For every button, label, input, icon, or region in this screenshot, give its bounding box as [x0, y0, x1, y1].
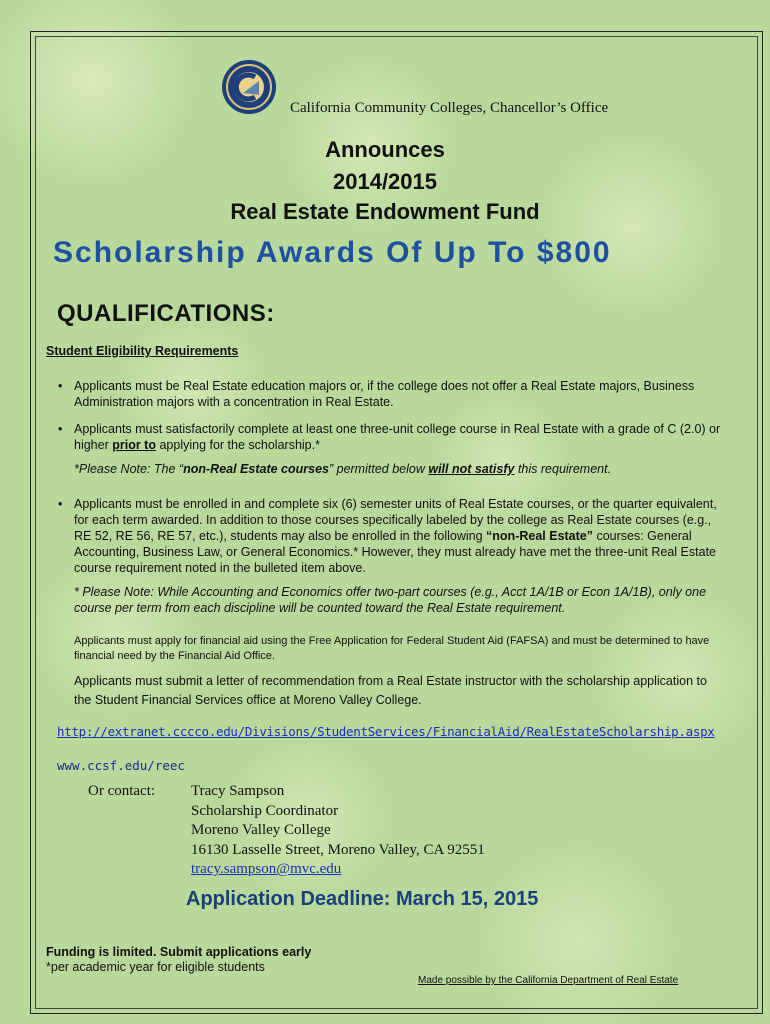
bullet-dot-icon: •	[58, 422, 63, 436]
scholarship-url-link[interactable]: http://extranet.cccco.edu/Divisions/StudentServices/FinancialAid/RealEstateScholarship.aspx	[57, 724, 715, 739]
organization-name: California Community Colleges, Chancellor’s Office	[290, 100, 609, 116]
reec-website: www.ccsf.edu/reec	[57, 758, 185, 773]
contact-name: Tracy Sampson	[191, 783, 285, 799]
contact-email-link[interactable]: tracy.sampson@mvc.edu	[191, 861, 342, 877]
bullet-emphasis: “non-Real Estate”	[486, 529, 593, 543]
funding-notice: Funding is limited. Submit applications early	[46, 945, 312, 959]
bullet-emphasis: prior to	[112, 438, 156, 452]
year-heading: 2014/2015	[333, 169, 437, 194]
bullet-dot-icon: •	[58, 379, 63, 393]
california-community-colleges-seal-icon	[222, 60, 276, 114]
contact-title: Scholarship Coordinator	[191, 803, 339, 819]
letter-requirement: Applicants must submit a letter of recommendation from a Real Estate instructor with the scholarship application to the Student Financial Services office at Moreno Valley College.	[74, 674, 707, 707]
per-year-notice: *per academic year for eligible students	[46, 960, 265, 974]
note-non-real-estate	[74, 461, 724, 477]
announces-heading: Announces	[325, 137, 445, 162]
note-text: this requirement.	[514, 462, 612, 476]
bullet-text: courses: General Accounting, Business Law, or General Economics.* However, they must already have met the three-unit Real Estate course requirement noted in the bulleted item above.	[74, 529, 716, 575]
made-possible-credit: Made possible by the California Department of Real Estate	[418, 975, 679, 986]
bullet-text: Applicants must be Real Estate education majors or, if the college does not offer a Real Estate majors, Business Administration majors with a concentration in Real Estate.	[74, 379, 695, 409]
requirement-bullet-majors	[58, 378, 728, 410]
contact-college: Moreno Valley College	[191, 822, 331, 838]
bullet-text: applying for the scholarship.*	[155, 438, 320, 452]
note-emphasis: non-Real Estate courses	[183, 462, 329, 476]
bullet-text: Applicants must be enrolled in and complete six (6) semester units of Real Estate courses, or the quarter equivalent, for each term awarded. In addition to those courses specifically labeled by the college as Real Estate courses (e.g., RE 52, RE 56, RE 57, etc.), students may also be enrolled in the following	[74, 497, 717, 543]
bullet-text: Applicants must satisfactorily complete at least one three-unit college course in Real Estate with a grade of C (2.0) or higher	[74, 422, 721, 452]
fafsa-requirement: Applicants must apply for financial aid using the Free Application for Federal Student Aid (FAFSA) and must be determined to have financial need by the Financial Aid Office.	[74, 635, 710, 662]
awards-heading: Scholarship Awards Of Up To $800	[53, 236, 612, 269]
fund-heading: Real Estate Endowment Fund	[230, 199, 540, 224]
contact-address: 16130 Lasselle Street, Moreno Valley, CA 92551	[191, 842, 485, 858]
note-two-part-courses: * Please Note: While Accounting and Economics offer two-part courses (e.g., Acct 1A/1B or Econ 1A/1B), only one course per term from each discipline will be counted toward the Real Estate requirement.	[74, 585, 707, 615]
bullet-dot-icon: •	[58, 497, 63, 511]
eligibility-heading: Student Eligibility Requirements	[46, 344, 239, 358]
contact-label: Or contact:	[88, 783, 156, 799]
application-deadline: Application Deadline: March 15, 2015	[186, 888, 539, 910]
note-text: *Please Note: The “	[74, 462, 184, 476]
requirement-bullet-course	[58, 421, 728, 453]
requirement-bullet-enrollment	[58, 496, 728, 576]
note-emphasis: will not satisfy	[428, 462, 515, 476]
note-text: ” permitted below	[328, 462, 429, 476]
qualifications-title: QUALIFICATIONS:	[57, 300, 275, 327]
